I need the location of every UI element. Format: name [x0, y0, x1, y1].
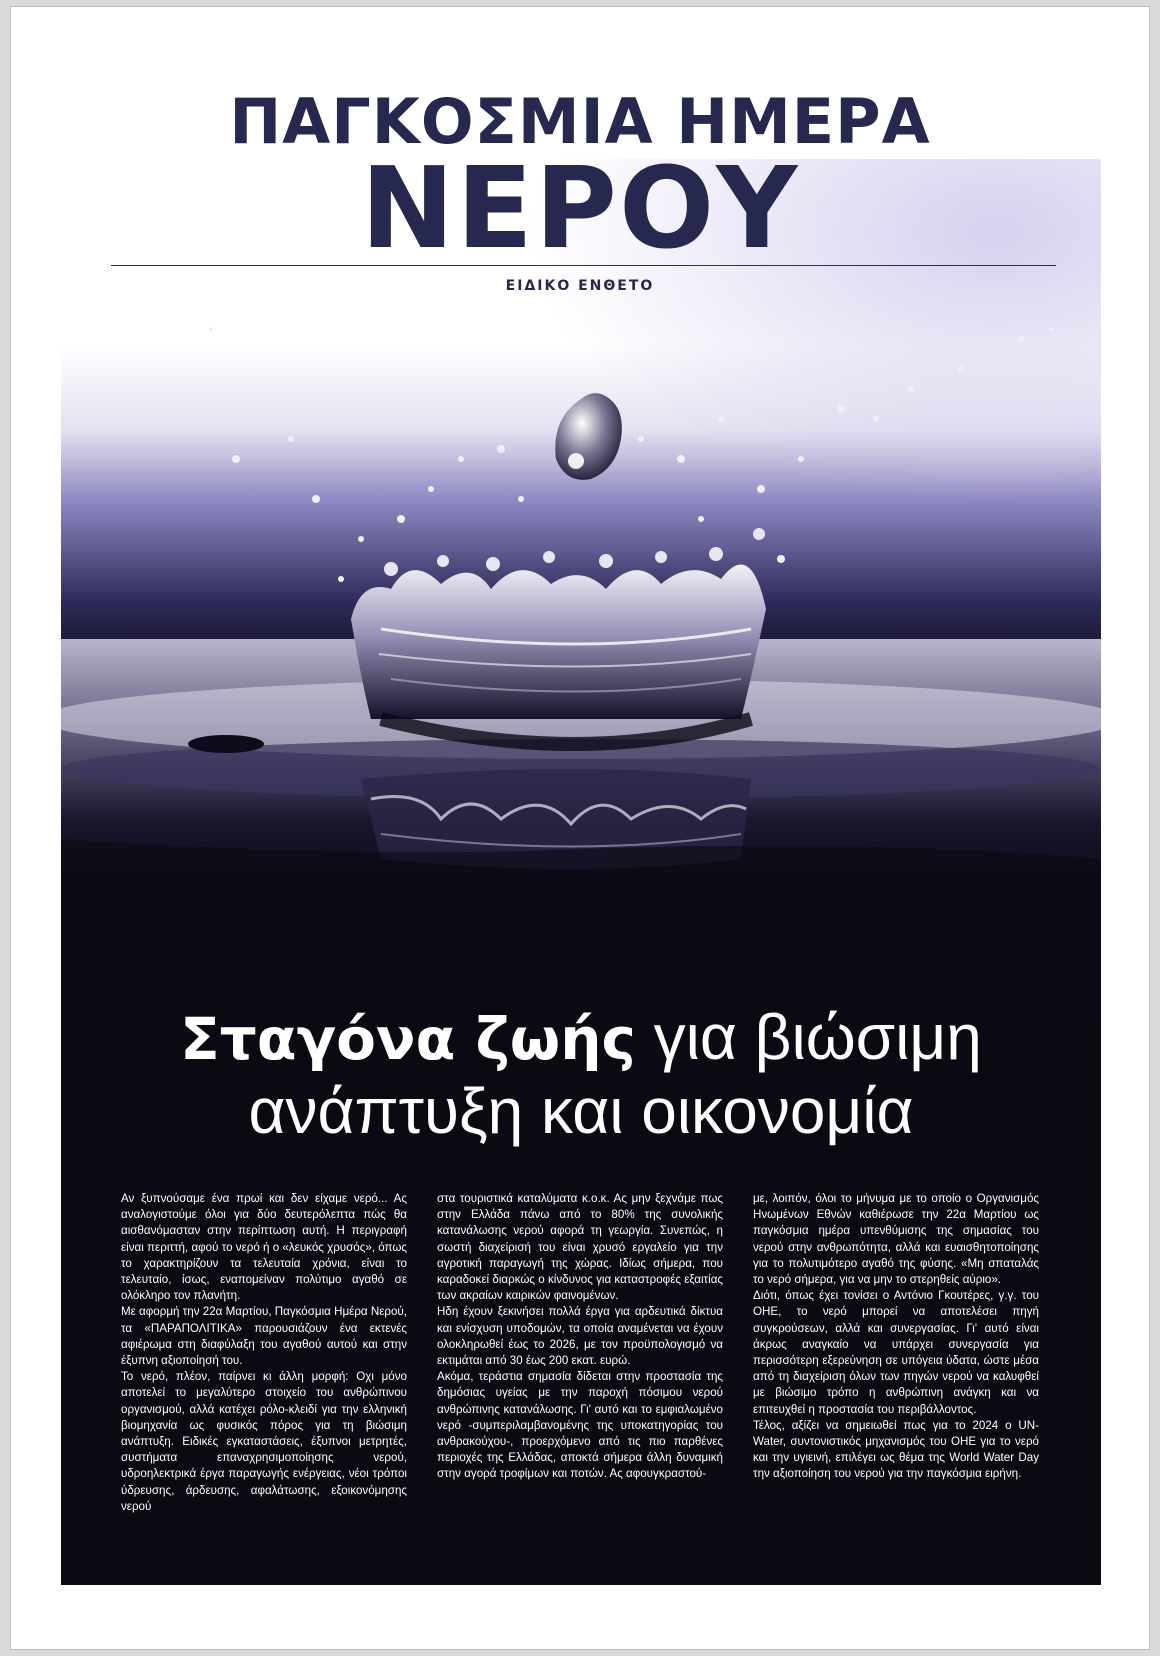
article-headline [61, 1001, 1101, 1148]
paragraph: Ηδη έχουν ξεκινήσει πολλά έργα για αρδευτικά δίκτυα και ενίσχυση υποδομών, τα οποία αναμένεται να έχουν ολοκληρωθεί έως το 2026, με τον προϋπολογισμό να εκτιμάται από 30 έως 200 εκατ. ευρώ. [437, 1305, 723, 1368]
article-column-3 [753, 1191, 1039, 1567]
header-divider [111, 265, 1056, 266]
paragraph: με, λοιπόν, όλοι το μήνυμα με το οποίο ο Οργανισμός Ηνωμένων Εθνών καθιέρωσε την 22α Μαρτίου ως παγκόσμια ημέρα υπενθύμισης της σημασίας του νερού στην ανθρωπότητα, αλλά και ευαισθητοποίησης για το πολυτιμότερο αγαθό της φύσης. «Μη σπαταλάς το νερό σήμερα, για να μην το στερηθείς αύριο». [753, 1192, 1039, 1287]
article-column-2 [437, 1191, 723, 1567]
paragraph: Διότι, όπως έχει τονίσει ο Αντόνιο Γκουτέρες, γ.γ. του ΟΗΕ, το νερό μπορεί να αποτελέσει πηγή συγκρούσεων, αλλά και συνεργασίας. Γι' αυτό είναι άκρως αναγκαίο να υπάρχει συνεργασία για περισσότερη εξερεύνηση σε υπόγεια ύδατα, ώστε μέσα από τη διαχείριση όλων των πηγών νερού να καλυφθεί με βιώσιμο τρόπο η ανθρώπινη ανάγκη και να επιτευχθεί η προστασία του περιβάλλοντος. [753, 1289, 1039, 1416]
page-title-line2: ΝΕΡΟΥ [360, 144, 800, 274]
paragraph: στα τουριστικά καταλύματα κ.ο.κ. Ας μην ξεχνάμε πως στην Ελλάδα πάνω από το 80% της συνολικής κατανάλωσης νερού αφορά τη γεωργία. Συνεπώς, η σωστή διαχείρισή του είναι χρυσό εργαλείο για την αγροτική παραγωγή της χώρας. Ιδίως σήμερα, που καραδοκεί διαρκώς ο κίνδυνος για καταστροφές εξαιτίας των ακραίων καιρικών φαινομένων. [437, 1192, 723, 1303]
headline-light: για βιώσιμη [635, 1001, 982, 1073]
headline-bold: Σταγόνα ζωής [180, 1005, 636, 1073]
section-subtitle: ΕΙΔΙΚΟ ΕΝΘΕΤΟ [505, 278, 655, 294]
article-body [121, 1191, 1039, 1567]
paragraph: Τέλος, αξίζει να σημειωθεί πως για το 2024 ο UN-Water, συντονιστικός μηχανισμός του ΟΗΕ για το νερό και την υγιεινή, επιλέγει ως θέμα της World Water Day την αξιοποίηση του νερού για την παγκόσμια ειρήνη. [753, 1418, 1039, 1481]
article-column-1 [121, 1191, 407, 1567]
paragraph: Με αφορμή την 22α Μαρτίου, Παγκόσμια Ημέρα Νερού, τα «ΠΑΡΑΠΟΛΙΤΙΚΑ» παρουσιάζουν ένα εκτενές αφιέρωμα στη διαφύλαξη του αγαθού αυτού και στην έξυπνη αξιοποίησή του. [121, 1305, 407, 1368]
paragraph: Το νερό, πλέον, παίρνει κι άλλη μορφή: Οχι μόνο αποτελεί το μεγαλύτερο στοιχείο του ανθρώπινου οργανισμού, αλλά κατέχει ρόλο-κλειδί για την ελληνική βιομηχανία ως φυσικός πόρος για τη βιώσιμη ανάπτυξη. Ειδικές εγκαταστάσεις, έξυπνοι μετρητές, συστήματα επαναχρησιμοποίησης νερού, υδροηλεκτρικά έργα παραγωγής ενέργειας, νέοι τρόποι ύδρευσης, άρδευσης, αφαλάτωσης, εξοικονόμησης νερού [121, 1370, 407, 1513]
headline-line2: ανάπτυξη και οικονομία [248, 1074, 914, 1147]
paragraph: Αν ξυπνούσαμε ένα πρωί και δεν είχαμε νερό... Ας αναλογιστούμε όλοι για δύο δευτερόλεπτα πώς θα αισθανόμασταν στην περίπτωση αυτή. Η περιγραφή είναι περιττή, αφού το νερό ή ο «λευκός χρυσός», όπως το χαρακτηρίζουν τα τελευταία χρόνια, είναι το τελευταίο, ίσως, εναπομείναν πολύτιμο αγαθό σε ολόκληρο τον πλανήτη. [121, 1192, 407, 1303]
page-title-line1: ΠΑΓΚΟΣΜΙΑ ΗΜΕΡΑ [229, 85, 931, 158]
paragraph: Ακόμα, τεράστια σημασία δίδεται στην προστασία της δημόσιας υγείας με την παροχή πόσιμου νερού ανθρώπινης κατανάλωσης. Γι' αυτό και το εμφιαλωμένο νερό -συμπεριλαμβανομένης της υποκατηγορίας του ανθρακούχου-, προερχόμενο από τις πιο παρθένες περιοχές της Ελλάδας, αποκτά σήμερα άλλη δυναμική στην αγορά τροφίμων και ποτών. Ας αφουγκραστού- [437, 1370, 723, 1481]
newspaper-page [10, 6, 1150, 1650]
